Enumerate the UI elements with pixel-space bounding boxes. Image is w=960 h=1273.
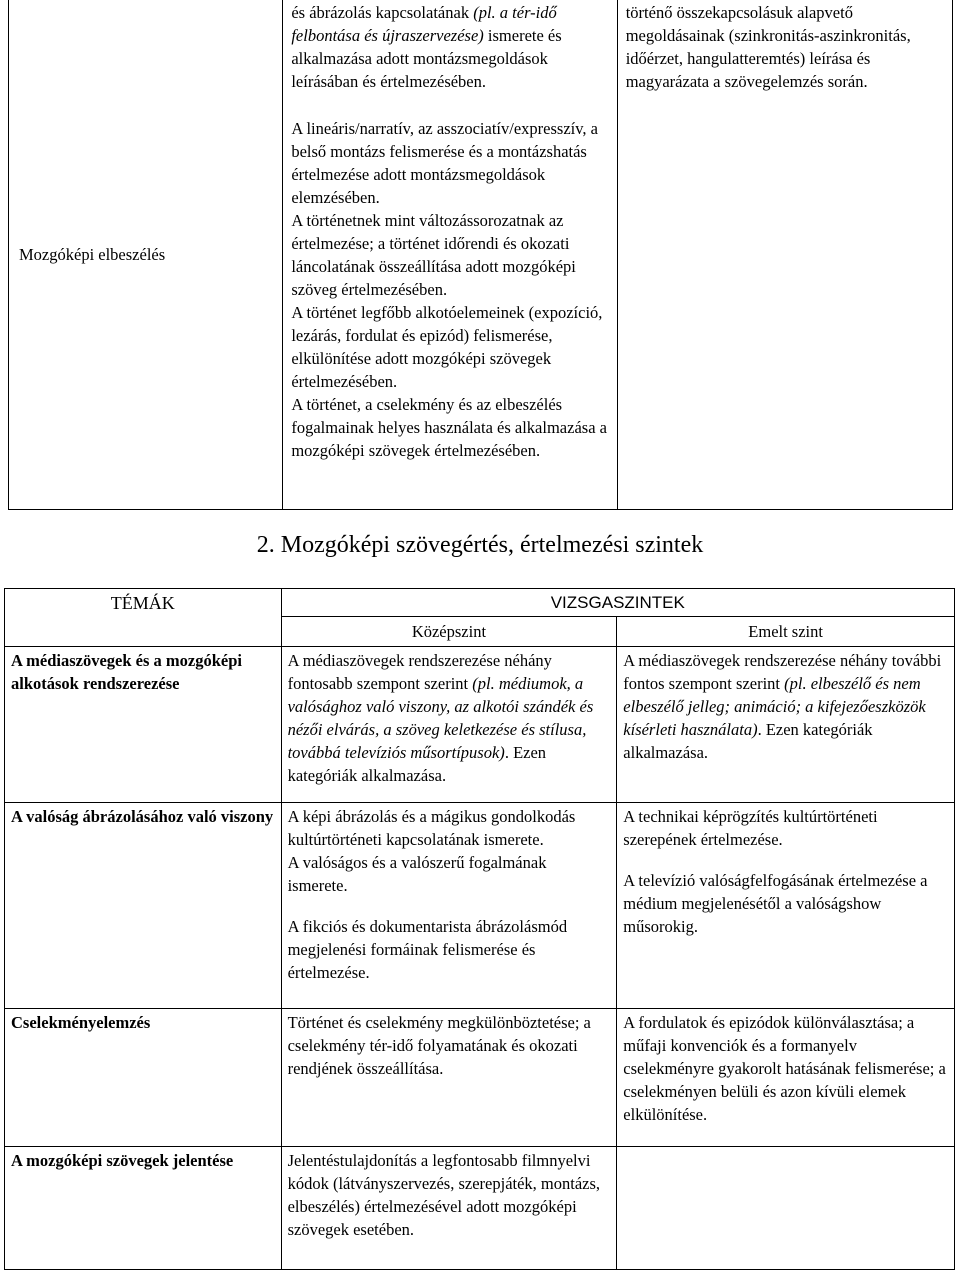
adv-level-text: A médiaszövegek rendszerezése néhány további fontos szempont szerint (pl. elbeszélő és nem elbeszélő jelleg; animáció; a kifejezőeszközök kísérleti használata). Ezen kategóriák alkalmazása. — [623, 651, 942, 762]
mid-level-text: A fikciós és dokumentarista ábrázolásmód megjelenési formáinak felismerése és értelmezése. — [287, 917, 568, 982]
adv-level-header: Emelt szint — [748, 622, 823, 641]
mid-level-text: Jelentéstulajdonítás a legfontosabb filmnyelvi kódok (látványszervezés, szerepjáték, montázs, elbeszélés) értelmezésével adott mozgóképi szövegek esetében. — [287, 1151, 601, 1239]
mid-level-text: A képi ábrázolás és a mágikus gondolkodás kultúrtörténeti kapcsolatának ismerete. — [287, 807, 576, 849]
topic-label: Cselekményelemzés — [11, 1013, 151, 1032]
section-title: 2. Mozgóképi szövegértés, értelmezési szintek — [256, 532, 704, 558]
row-label: Mozgóképi elbeszélés — [19, 244, 166, 264]
mid-level-cell — [281, 647, 617, 803]
mid-level-cell — [281, 1009, 617, 1147]
topic-cell — [5, 1009, 282, 1147]
topic-label: A mozgóképi szövegek jelentése — [11, 1151, 234, 1170]
adv-level-header-cell — [617, 617, 955, 647]
middle-paragraph-4: A történet legfőbb alkotóelemeinek (expozíció, lezárás, fordulat és epizód) felismerése, elkülönítése adott mozgóképi szövegek értelmezésében. — [291, 303, 603, 391]
topics-header: TÉMÁK — [110, 593, 175, 613]
adv-level-cell — [617, 1009, 955, 1147]
adv-level-cell — [617, 647, 955, 803]
adv-level-text: A fordulatok és epizódok különválasztása; a műfaji konvenciók és a formanyelv cselekményre gyakorolt hatásának felismerése; a cselekményen belüli és azon kívüli elemek elkülönítése. — [623, 1013, 946, 1124]
topic-cell — [5, 1147, 282, 1270]
row-label-cell — [9, 0, 283, 510]
levels-header-cell — [281, 589, 954, 617]
middle-paragraph-1: és ábrázolás kapcsolatának (pl. a tér-idő felbontása és újraszervezése) ismerete és alkalmazása adott montázsmegoldások leírásában és értelmezésében. — [291, 3, 562, 91]
mid-level-text: A médiaszövegek rendszerezése néhány fontosabb szempont szerint (pl. médiumok, a valósághoz való viszony, az alkotói szándék és nézői elvárás, a szöveg keletkezése és stílusa, továbbá televíziós műsortípusok). Ezen kategóriák alkalmazása. — [287, 651, 594, 785]
right-paragraph-1: történő összekapcsolásuk alapvető megoldásainak (szinkronitás-aszinkronitás, időérzet, hangulatteremtés) leírása és magyarázata a szövegelemzés során. — [625, 3, 911, 91]
mid-level-cell — [281, 803, 617, 1009]
mid-level-cell — [281, 1147, 617, 1270]
middle-paragraph-5: A történet, a cselekmény és az elbeszélés fogalmainak helyes használata és alkalmazása a mozgóképi szövegek értelmezésében. — [291, 395, 607, 460]
adv-level-cell — [617, 803, 955, 1009]
topic-cell — [5, 803, 282, 1009]
middle-paragraph-3: A történetnek mint változássorozatnak az értelmezése; a történet időrendi és okozati láncolatának összeállítása adott mozgóképi szöveg értelmezésében. — [291, 211, 576, 299]
adv-level-text: A televízió valóságfelfogásának értelmezése a médium megjelenésétől a valóságshow műsorokig. — [623, 871, 928, 936]
adv-level-cell — [617, 1147, 955, 1270]
topic-cell — [5, 647, 282, 803]
levels-header: VIZSGASZINTEK — [550, 593, 685, 612]
mid-level-text: A valóságos és a valószerű fogalmának ismerete. — [287, 853, 547, 895]
middle-paragraph-2: A lineáris/narratív, az asszociatív/expresszív, a belső montázs felismerése és a montázshatás értelmezése adott montázsmegoldások elemzésében. — [291, 119, 598, 207]
adv-level-text: A technikai képrögzítés kultúrtörténeti szerepének értelmezése. — [623, 807, 878, 849]
topic-label: A valóság ábrázolásához való viszony — [11, 807, 274, 826]
right-cell — [617, 0, 952, 510]
mid-level-header-cell — [281, 617, 617, 647]
mid-level-text: Történet és cselekmény megkülönböztetése; a cselekmény tér-idő folyamatának és okozati rendjének összeállítása. — [287, 1013, 591, 1078]
curriculum-table-top — [8, 0, 953, 510]
topics-header-cell — [5, 589, 282, 647]
levels-table — [4, 588, 955, 1270]
middle-cell — [283, 0, 617, 510]
topic-label: A médiaszövegek és a mozgóképi alkotások rendszerezése — [11, 651, 242, 693]
mid-level-header: Középszint — [411, 622, 487, 641]
